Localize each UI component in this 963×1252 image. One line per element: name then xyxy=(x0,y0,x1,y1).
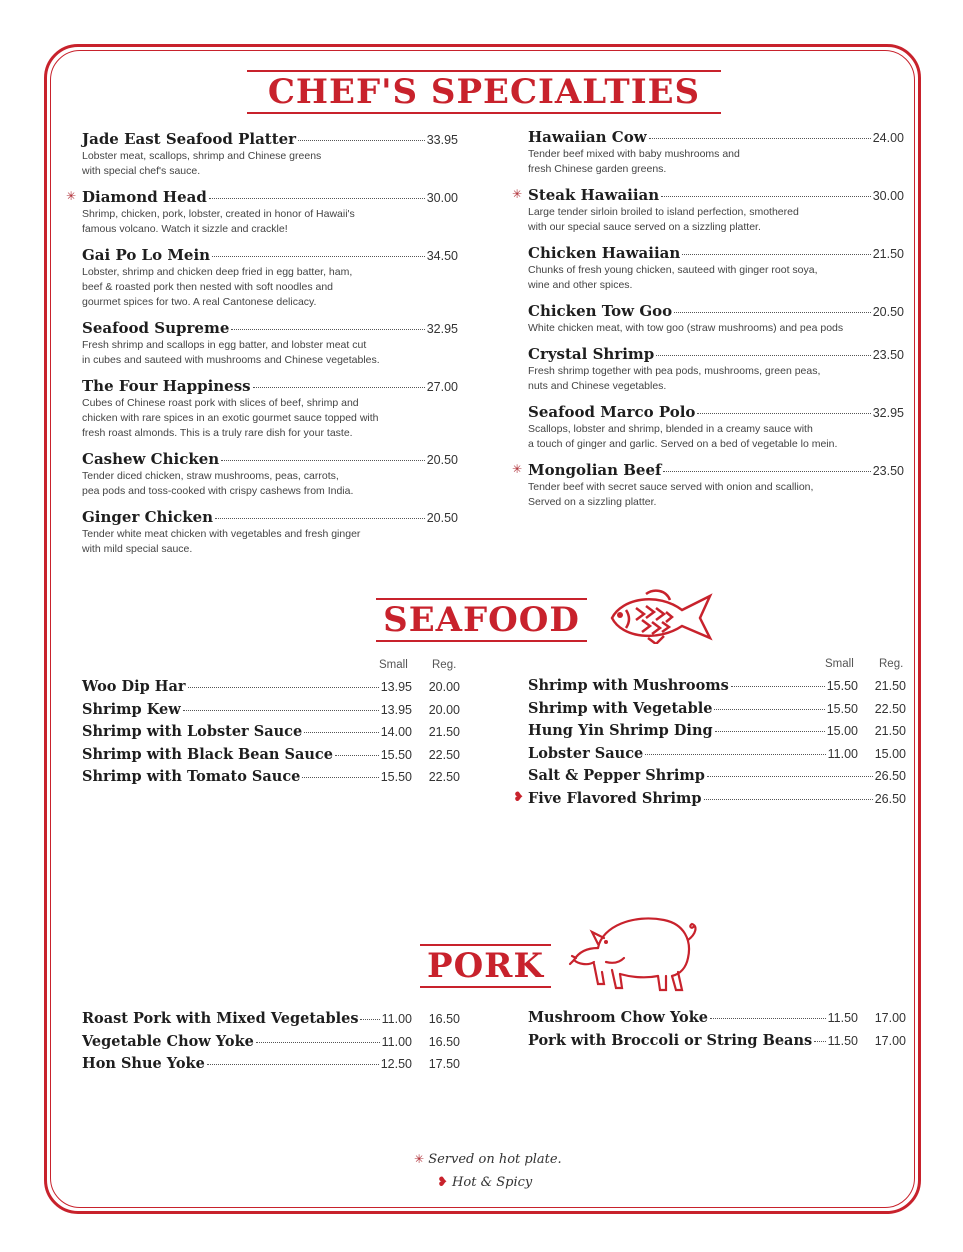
hot-plate-icon: ✳ xyxy=(66,189,77,203)
menu-item-price: 27.00 xyxy=(426,380,458,394)
description-line: Cubes of Chinese roast pork with slices of beef, shrimp and xyxy=(82,397,359,409)
menu-item-price-small: 15.50 xyxy=(826,701,858,716)
menu-item-name: Salt & Pepper Shrimp xyxy=(528,767,705,784)
menu-item-description xyxy=(82,338,458,368)
menu-item-price-regular: 17.00 xyxy=(874,1033,906,1048)
menu-item-price-regular: 22.50 xyxy=(428,747,460,762)
seafood-right-reg-label: Reg. xyxy=(879,658,904,670)
menu-item-price: 34.50 xyxy=(426,249,458,263)
menu-item-price-small: 14.00 xyxy=(380,725,412,739)
description-line: Tender beef with secret sauce served with onion and scallion, xyxy=(528,481,814,493)
legend-spicy xyxy=(437,1175,532,1190)
dot-leader xyxy=(697,413,870,414)
menu-item-row xyxy=(66,188,458,206)
description-line: pea pods and toss-cooked with crispy cashews from India. xyxy=(82,485,354,497)
dot-leader xyxy=(715,731,825,732)
menu-item xyxy=(82,246,458,310)
menu-item-row xyxy=(82,723,460,746)
description-line: Shrimp, chicken, pork, lobster, created in honor of Hawaii's xyxy=(82,208,355,220)
menu-item-price-small: 13.95 xyxy=(380,680,412,694)
menu-item xyxy=(528,302,904,336)
dot-leader xyxy=(649,138,871,139)
dot-leader xyxy=(207,1064,379,1065)
menu-item-price-regular: 21.50 xyxy=(874,724,906,738)
dot-leader xyxy=(710,1018,826,1019)
menu-item-price: 20.50 xyxy=(872,305,904,319)
menu-item-row xyxy=(528,1009,906,1032)
menu-item-row xyxy=(82,678,460,701)
menu-item-row xyxy=(512,461,904,479)
menu-item-price-regular: 22.50 xyxy=(874,701,906,716)
menu-item-description xyxy=(82,527,458,557)
menu-item-name: Vegetable Chow Yoke xyxy=(82,1032,254,1050)
description-line: with special chef's sauce. xyxy=(82,165,201,177)
menu-item-name: Pork with Broccoli or String Beans xyxy=(528,1031,813,1049)
menu-item-row xyxy=(528,403,904,421)
dot-leader xyxy=(188,687,379,688)
dot-leader xyxy=(663,471,870,472)
pork-title: PORK xyxy=(420,944,551,988)
menu-item-row xyxy=(82,701,460,724)
menu-item-price: 26.50 xyxy=(874,791,906,806)
menu-item-name: Shrimp Kew xyxy=(82,700,181,718)
menu-item-price: 26.50 xyxy=(874,769,906,783)
menu-item xyxy=(82,130,458,179)
seafood-title: SEAFOOD xyxy=(376,598,587,642)
menu-item-price-regular: 21.50 xyxy=(428,725,460,739)
menu-item-description xyxy=(82,265,458,310)
menu-item-row xyxy=(82,377,458,395)
pork-right-column xyxy=(528,1009,906,1054)
menu-item-price-regular: 20.00 xyxy=(428,680,460,694)
description-line: beef & roasted pork then nested with soft noodles and xyxy=(82,281,334,293)
menu-item-row xyxy=(82,130,458,148)
menu-item-price-small: 11.50 xyxy=(827,1011,858,1025)
menu-item-price-small: 11.00 xyxy=(827,746,858,761)
chefs-right-column xyxy=(512,128,904,519)
menu-item-name: Seafood Marco Polo xyxy=(528,403,696,421)
menu-item-name: Shrimp with Black Bean Sauce xyxy=(82,745,333,763)
description-line: Chunks of fresh young chicken, sauteed with ginger root soya, xyxy=(528,264,818,276)
description-line: Tender diced chicken, straw mushrooms, peas, carrots, xyxy=(82,470,339,482)
menu-item-row xyxy=(513,789,906,813)
menu-item-price: 33.95 xyxy=(426,133,458,147)
menu-item xyxy=(528,128,904,177)
menu-item-name: Gai Po Lo Mein xyxy=(82,246,211,264)
seafood-right-column xyxy=(513,677,906,812)
menu-item-description xyxy=(528,147,904,177)
menu-item-price-regular: 20.00 xyxy=(428,702,460,717)
menu-item-price-regular: 15.00 xyxy=(874,746,906,761)
fish-icon xyxy=(606,588,716,644)
hot-plate-icon: ✳ xyxy=(512,187,523,201)
description-line: Tender white meat chicken with vegetables and fresh ginger xyxy=(82,528,361,540)
menu-item-row xyxy=(528,677,906,700)
menu-item-price: 32.95 xyxy=(426,322,458,336)
menu-item-name: Chicken Hawaiian xyxy=(528,244,681,262)
menu-item-row xyxy=(82,1010,460,1033)
description-line: chicken with rare spices in an exotic gourmet sauce topped with xyxy=(82,412,379,424)
dot-leader xyxy=(661,196,871,197)
menu-item-price-small: 11.00 xyxy=(381,1012,412,1026)
menu-item-description xyxy=(528,364,904,394)
menu-item-price: 20.50 xyxy=(426,453,458,467)
menu-item-price-small: 15.50 xyxy=(826,679,858,693)
menu-item-price-small: 12.50 xyxy=(380,1057,412,1071)
menu-item xyxy=(82,319,458,368)
menu-item-name: Ginger Chicken xyxy=(82,508,214,526)
menu-item-row xyxy=(82,246,458,264)
menu-item-name: Shrimp with Tomato Sauce xyxy=(82,768,301,785)
menu-item-row xyxy=(528,722,906,745)
dot-leader xyxy=(656,355,870,356)
menu-item xyxy=(82,508,458,557)
dot-leader xyxy=(231,329,424,330)
menu-item-price-small: 13.95 xyxy=(380,702,412,717)
menu-item-name: Jade East Seafood Platter xyxy=(82,130,297,148)
menu-item-price: 20.50 xyxy=(426,511,458,525)
menu-item-name: Seafood Supreme xyxy=(82,319,230,337)
dot-leader xyxy=(645,754,825,755)
dot-leader xyxy=(298,140,425,141)
menu-item xyxy=(66,188,458,237)
dot-leader xyxy=(256,1042,380,1043)
menu-item-name: Diamond Head xyxy=(82,188,207,206)
seafood-right-small-label: Small xyxy=(825,658,854,670)
menu-item-name: Hawaiian Cow xyxy=(528,128,647,146)
dot-leader xyxy=(682,254,870,255)
pig-icon xyxy=(568,904,704,996)
description-line: White chicken meat, with tow goo (straw mushrooms) and pea pods xyxy=(528,322,844,334)
menu-item-name: Roast Pork with Mixed Vegetables xyxy=(82,1010,359,1027)
menu-item-name: Woo Dip Har xyxy=(82,678,186,695)
menu-item-price: 32.95 xyxy=(872,406,904,420)
dot-leader xyxy=(304,732,379,733)
menu-item-price-small: 11.50 xyxy=(827,1033,858,1048)
menu-item-name: Shrimp with Vegetable xyxy=(528,699,713,717)
menu-item-price: 23.50 xyxy=(872,348,904,362)
menu-item-name: Lobster Sauce xyxy=(528,744,644,762)
legend-spicy-text: Hot & Spicy xyxy=(452,1175,533,1190)
description-line: nuts and Chinese vegetables. xyxy=(528,380,667,392)
menu-item-price-regular: 17.50 xyxy=(428,1057,460,1071)
menu-item-name: The Four Happiness xyxy=(82,377,251,395)
menu-item-name: Five Flavored Shrimp xyxy=(528,789,702,807)
menu-item-row xyxy=(512,186,904,204)
menu-item-row xyxy=(528,302,904,320)
chefs-left-column xyxy=(66,130,458,566)
hot-plate-icon: ✳ xyxy=(414,1152,425,1166)
menu-item-price-regular: 16.50 xyxy=(428,1034,460,1049)
description-line: Served on a sizzling platter. xyxy=(528,496,657,508)
chili-icon: ❥ xyxy=(437,1175,448,1190)
description-line: Scallops, lobster and shrimp, blended in a creamy sauce with xyxy=(528,423,813,435)
menu-item xyxy=(528,345,904,394)
dot-leader xyxy=(212,256,425,257)
menu-item-row xyxy=(528,745,906,768)
hot-plate-icon: ✳ xyxy=(512,462,523,476)
menu-item-price-regular: 22.50 xyxy=(428,770,460,784)
menu-item xyxy=(512,461,904,510)
menu-item-description xyxy=(528,263,904,293)
description-line: a touch of ginger and garlic. Served on a bed of vegetable lo mein. xyxy=(528,438,838,450)
menu-item-description xyxy=(82,207,458,237)
menu-item-price-regular: 17.00 xyxy=(874,1011,906,1025)
menu-item-row xyxy=(82,1055,460,1078)
dot-leader xyxy=(707,776,873,777)
description-line: fresh roast almonds. This is a truly rare dish for your taste. xyxy=(82,427,353,439)
menu-item xyxy=(528,403,904,452)
menu-item-row xyxy=(528,345,904,363)
menu-item-name: Mushroom Chow Yoke xyxy=(528,1009,708,1026)
menu-item-row xyxy=(528,700,906,723)
dot-leader xyxy=(731,686,825,687)
dot-leader xyxy=(704,799,873,800)
menu-item xyxy=(512,186,904,235)
menu-item-description xyxy=(82,149,458,179)
dot-leader xyxy=(360,1019,379,1020)
menu-item-description xyxy=(528,422,904,452)
menu-item-price-small: 15.00 xyxy=(826,724,858,738)
dot-leader xyxy=(183,710,379,711)
description-line: Large tender sirloin broiled to island perfection, smothered xyxy=(528,206,799,218)
menu-item-row xyxy=(82,1033,460,1056)
menu-item-row xyxy=(528,767,906,790)
menu-item-description xyxy=(82,396,458,441)
description-line: Lobster, shrimp and chicken deep fried in egg batter, ham, xyxy=(82,266,353,278)
menu-item-price: 30.00 xyxy=(426,191,458,205)
dot-leader xyxy=(209,198,425,199)
legend-hot-plate-text: Served on hot plate. xyxy=(428,1152,562,1167)
menu-item-row xyxy=(82,508,458,526)
description-line: gourmet spices for two. A real Cantonese delicacy. xyxy=(82,296,317,308)
menu-item xyxy=(82,450,458,499)
menu-item-row xyxy=(82,746,460,769)
description-line: with mild special sauce. xyxy=(82,543,193,555)
dot-leader xyxy=(221,460,425,461)
menu-item-price-small: 11.00 xyxy=(381,1034,412,1049)
menu-item-name: Cashew Chicken xyxy=(82,450,220,468)
menu-item-name: Hung Yin Shrimp Ding xyxy=(528,722,713,739)
description-line: Fresh shrimp and scallops in egg batter, and lobster meat cut xyxy=(82,339,367,351)
menu-item-price: 30.00 xyxy=(872,189,904,203)
dot-leader xyxy=(335,755,379,756)
dot-leader xyxy=(814,1041,825,1042)
menu-item-row xyxy=(82,768,460,791)
menu-item xyxy=(528,244,904,293)
menu-item-description xyxy=(528,205,904,235)
description-line: in cubes and sauteed with mushrooms and Chinese vegetables. xyxy=(82,354,380,366)
description-line: with our special sauce served on a sizzling platter. xyxy=(528,221,761,233)
menu-item-price-regular: 21.50 xyxy=(874,679,906,693)
description-line: Fresh shrimp together with pea pods, mushrooms, green peas, xyxy=(528,365,821,377)
menu-item-name: Chicken Tow Goo xyxy=(528,302,673,320)
menu-item-price: 23.50 xyxy=(872,464,904,478)
description-line: wine and other spices. xyxy=(528,279,633,291)
menu-item-row xyxy=(82,450,458,468)
menu-item-name: Hon Shue Yoke xyxy=(82,1055,205,1072)
menu-item-row xyxy=(528,1032,906,1055)
seafood-left-small-label: Small xyxy=(379,659,408,671)
menu-item-row xyxy=(528,244,904,262)
menu-item-name: Crystal Shrimp xyxy=(528,345,655,363)
legend-hot-plate xyxy=(414,1152,562,1167)
menu-item-description xyxy=(528,321,904,336)
description-line: Lobster meat, scallops, shrimp and Chinese greens xyxy=(82,150,322,162)
menu-item-row xyxy=(82,319,458,337)
menu-item-price: 21.50 xyxy=(872,247,904,261)
description-line: Tender beef mixed with baby mushrooms and xyxy=(528,148,740,160)
menu-item-name: Mongolian Beef xyxy=(528,461,662,479)
menu-item-name: Shrimp with Mushrooms xyxy=(528,677,729,694)
dot-leader xyxy=(674,312,871,313)
menu-item-price: 24.00 xyxy=(872,131,904,145)
dot-leader xyxy=(714,709,824,710)
menu-item-price-regular: 16.50 xyxy=(428,1012,460,1026)
chefs-specialties-title: CHEF'S SPECIALTIES xyxy=(247,70,721,114)
menu-item-description xyxy=(82,469,458,499)
menu-item-name: Steak Hawaiian xyxy=(528,186,660,204)
menu-item xyxy=(82,377,458,441)
menu-item-row xyxy=(528,128,904,146)
chili-icon: ❥ xyxy=(513,789,524,805)
menu-item-name: Shrimp with Lobster Sauce xyxy=(82,723,303,740)
pork-left-column xyxy=(82,1010,460,1078)
menu-item-price-small: 15.50 xyxy=(380,747,412,762)
dot-leader xyxy=(215,518,425,519)
menu-item-description xyxy=(528,480,904,510)
dot-leader xyxy=(253,387,425,388)
seafood-left-reg-label: Reg. xyxy=(432,659,457,671)
description-line: famous volcano. Watch it sizzle and crackle! xyxy=(82,223,288,235)
dot-leader xyxy=(302,777,378,778)
seafood-left-column xyxy=(82,678,460,791)
description-line: fresh Chinese garden greens. xyxy=(528,163,667,175)
menu-item-price-small: 15.50 xyxy=(380,770,412,784)
